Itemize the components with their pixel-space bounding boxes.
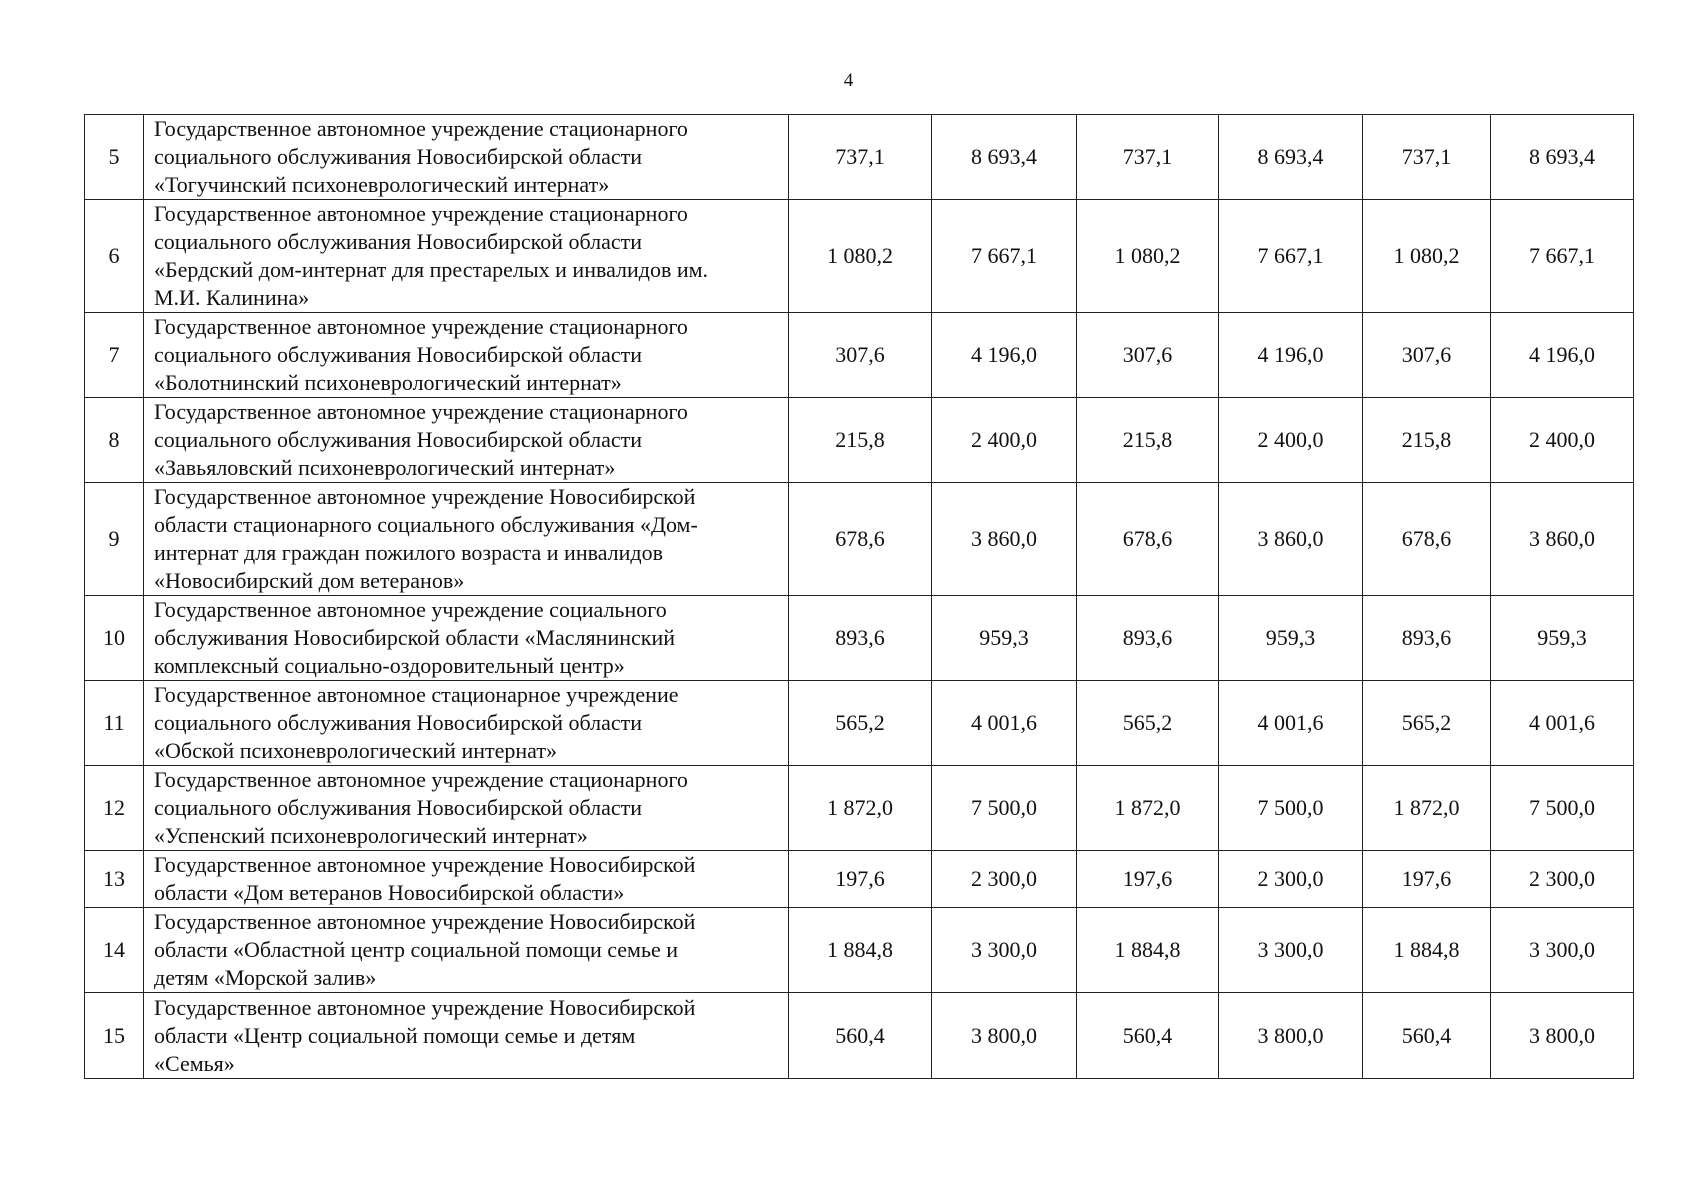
- value-cell: 893,6: [1363, 596, 1491, 681]
- table-row: [85, 766, 1634, 851]
- value-cell: 7 667,1: [932, 200, 1077, 313]
- value-cell: 678,6: [1363, 483, 1491, 596]
- value-cell: 4 001,6: [1219, 681, 1363, 766]
- value-cell: 215,8: [1363, 398, 1491, 483]
- value-cell: 1 080,2: [1363, 200, 1491, 313]
- institution-name-line: области «Областной центр социальной помощи семье и: [154, 937, 679, 962]
- value-cell: 4 001,6: [932, 681, 1077, 766]
- value-cell: 8 693,4: [932, 115, 1077, 200]
- value-cell: 2 300,0: [932, 851, 1077, 908]
- value-cell: 307,6: [1363, 313, 1491, 398]
- value-cell: 959,3: [1491, 596, 1634, 681]
- institution-name-line: детям «Морской залив»: [154, 965, 377, 990]
- table-row: [85, 200, 1634, 313]
- institution-name-line: социального обслуживания Новосибирской области: [154, 229, 643, 254]
- row-number: 9: [85, 483, 144, 596]
- page-number: 4: [843, 70, 854, 91]
- institution-name-line: социального обслуживания Новосибирской области: [154, 144, 643, 169]
- value-cell: 2 400,0: [1491, 398, 1634, 483]
- institution-name-line: М.И. Калинина»: [154, 285, 310, 310]
- institution-name-line: «Семья»: [154, 1050, 235, 1076]
- institution-name: [144, 993, 789, 1079]
- institution-name-line: «Обской психоневрологический интернат»: [154, 738, 557, 763]
- institution-name-line: Государственное автономное учреждение стационарного: [154, 116, 688, 141]
- value-cell: 959,3: [932, 596, 1077, 681]
- institution-name: [144, 115, 789, 200]
- institution-name: [144, 851, 789, 908]
- row-number: 10: [85, 596, 144, 681]
- value-cell: 1 872,0: [1077, 766, 1219, 851]
- institution-name-line: Государственное автономное учреждение Новосибирской: [154, 994, 696, 1020]
- institution-name: [144, 681, 789, 766]
- value-cell: 560,4: [1363, 993, 1491, 1079]
- institution-name-line: комплексный социально-оздоровительный центр»: [154, 653, 625, 678]
- value-cell: 3 800,0: [1491, 993, 1634, 1079]
- institution-name: [144, 483, 789, 596]
- value-cell: 737,1: [1363, 115, 1491, 200]
- institution-name-line: интернат для граждан пожилого возраста и инвалидов: [154, 540, 663, 565]
- row-number: 13: [85, 851, 144, 908]
- value-cell: 4 001,6: [1491, 681, 1634, 766]
- institution-name-line: «Успенский психоневрологический интернат»: [154, 823, 588, 848]
- table-row: [85, 398, 1634, 483]
- table-row: [85, 115, 1634, 200]
- value-cell: 2 300,0: [1491, 851, 1634, 908]
- value-cell: 4 196,0: [1219, 313, 1363, 398]
- value-cell: 8 693,4: [1491, 115, 1634, 200]
- institution-name-line: Государственное автономное учреждение стационарного: [154, 201, 688, 226]
- value-cell: 7 500,0: [1491, 766, 1634, 851]
- institution-name-line: «Бердский дом-интернат для престарелых и инвалидов им.: [154, 257, 709, 282]
- table-row: [85, 483, 1634, 596]
- value-cell: 3 860,0: [1491, 483, 1634, 596]
- value-cell: 3 300,0: [1219, 908, 1363, 993]
- value-cell: 307,6: [789, 313, 932, 398]
- institution-name-line: «Новосибирский дом ветеранов»: [154, 568, 465, 593]
- value-cell: 8 693,4: [1219, 115, 1363, 200]
- institution-name-line: области стационарного социального обслуживания «Дом-: [154, 512, 698, 537]
- value-cell: 1 080,2: [1077, 200, 1219, 313]
- value-cell: 560,4: [789, 993, 932, 1079]
- row-number: 12: [85, 766, 144, 851]
- institution-name-line: области «Центр социальной помощи семье и детям: [154, 1022, 636, 1048]
- value-cell: 4 196,0: [1491, 313, 1634, 398]
- table-body: [85, 115, 1634, 1079]
- table-row: [85, 313, 1634, 398]
- institution-name-line: Государственное автономное учреждение социального: [154, 597, 667, 622]
- value-cell: 7 500,0: [932, 766, 1077, 851]
- value-cell: 560,4: [1077, 993, 1219, 1079]
- institution-name: [144, 766, 789, 851]
- value-cell: 3 300,0: [1491, 908, 1634, 993]
- value-cell: 1 884,8: [1363, 908, 1491, 993]
- institution-name-line: «Тогучинский психоневрологический интернат»: [154, 172, 610, 197]
- institution-name-line: социального обслуживания Новосибирской области: [154, 710, 643, 735]
- institution-name: [144, 596, 789, 681]
- value-cell: 197,6: [1363, 851, 1491, 908]
- institution-name-line: Государственное автономное учреждение Новосибирской: [154, 909, 696, 934]
- row-number: 6: [85, 200, 144, 313]
- institution-name-line: Государственное автономное учреждение Новосибирской: [154, 484, 696, 509]
- value-cell: 7 500,0: [1219, 766, 1363, 851]
- institution-name-line: Государственное автономное учреждение Новосибирской: [154, 852, 696, 877]
- value-cell: 2 400,0: [1219, 398, 1363, 483]
- value-cell: 565,2: [1077, 681, 1219, 766]
- value-cell: 1 872,0: [1363, 766, 1491, 851]
- row-number: 11: [85, 681, 144, 766]
- value-cell: 4 196,0: [932, 313, 1077, 398]
- table-row: [85, 908, 1634, 993]
- value-cell: 1 884,8: [789, 908, 932, 993]
- institution-name: [144, 313, 789, 398]
- institution-name: [144, 398, 789, 483]
- row-number: 8: [85, 398, 144, 483]
- value-cell: 1 872,0: [789, 766, 932, 851]
- row-number: 15: [85, 993, 144, 1079]
- value-cell: 565,2: [1363, 681, 1491, 766]
- institution-name-line: «Болотнинский психоневрологический интернат»: [154, 370, 622, 395]
- value-cell: 307,6: [1077, 313, 1219, 398]
- institution-name-line: Государственное автономное учреждение стационарного: [154, 767, 688, 792]
- institution-name-line: Государственное автономное учреждение стационарного: [154, 399, 688, 424]
- institution-name-line: Государственное автономное учреждение стационарного: [154, 314, 688, 339]
- value-cell: 3 800,0: [1219, 993, 1363, 1079]
- institution-name-line: социального обслуживания Новосибирской области: [154, 427, 643, 452]
- value-cell: 737,1: [789, 115, 932, 200]
- table-row: [85, 681, 1634, 766]
- value-cell: 893,6: [1077, 596, 1219, 681]
- value-cell: 737,1: [1077, 115, 1219, 200]
- value-cell: 7 667,1: [1219, 200, 1363, 313]
- value-cell: 893,6: [789, 596, 932, 681]
- value-cell: 7 667,1: [1491, 200, 1634, 313]
- row-number: 5: [85, 115, 144, 200]
- institution-name-line: обслуживания Новосибирской области «Маслянинский: [154, 625, 675, 650]
- institution-name: [144, 200, 789, 313]
- value-cell: 678,6: [789, 483, 932, 596]
- table-row: [85, 596, 1634, 681]
- institution-name-line: Государственное автономное стационарное учреждение: [154, 682, 679, 707]
- value-cell: 1 884,8: [1077, 908, 1219, 993]
- value-cell: 2 300,0: [1219, 851, 1363, 908]
- value-cell: 197,6: [789, 851, 932, 908]
- institution-name-line: социального обслуживания Новосибирской области: [154, 342, 643, 367]
- data-table: [84, 114, 1634, 1079]
- row-number: 14: [85, 908, 144, 993]
- value-cell: 678,6: [1077, 483, 1219, 596]
- value-cell: 3 860,0: [1219, 483, 1363, 596]
- value-cell: 197,6: [1077, 851, 1219, 908]
- value-cell: 3 300,0: [932, 908, 1077, 993]
- institution-name: [144, 908, 789, 993]
- institution-name-line: области «Дом ветеранов Новосибирской области»: [154, 880, 625, 905]
- institution-name-line: социального обслуживания Новосибирской области: [154, 795, 643, 820]
- value-cell: 3 800,0: [932, 993, 1077, 1079]
- value-cell: 3 860,0: [932, 483, 1077, 596]
- value-cell: 565,2: [789, 681, 932, 766]
- table-row: [85, 851, 1634, 908]
- value-cell: 1 080,2: [789, 200, 932, 313]
- row-number: 7: [85, 313, 144, 398]
- value-cell: 959,3: [1219, 596, 1363, 681]
- institution-name-line: «Завьяловский психоневрологический интернат»: [154, 455, 616, 480]
- table-row: [85, 993, 1634, 1079]
- value-cell: 215,8: [1077, 398, 1219, 483]
- value-cell: 2 400,0: [932, 398, 1077, 483]
- value-cell: 215,8: [789, 398, 932, 483]
